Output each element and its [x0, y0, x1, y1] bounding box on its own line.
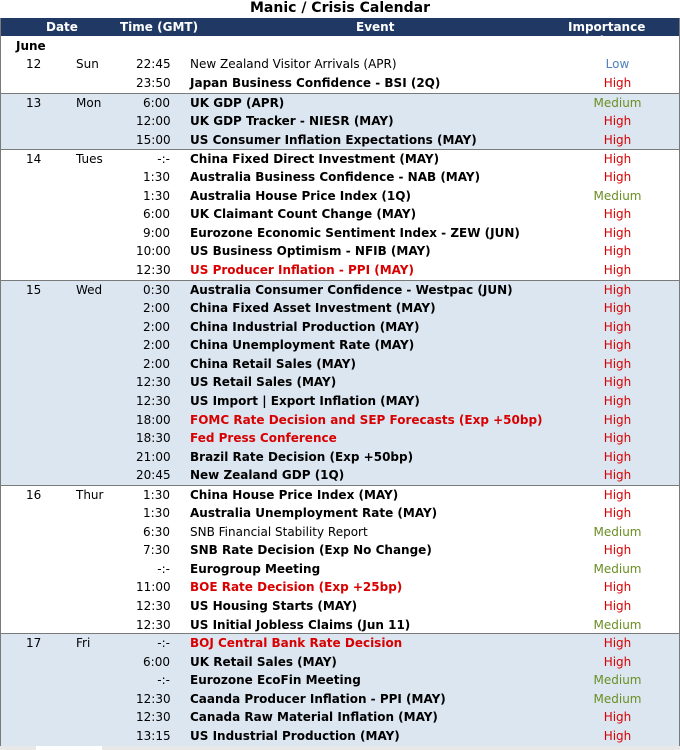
importance-cell: High	[603, 356, 632, 371]
time-cell: -:-	[157, 151, 170, 166]
time-cell: 2:00	[143, 319, 170, 334]
event-cell: BOJ Central Bank Rate Decision	[190, 636, 403, 650]
event-cell: New Zealand Visitor Arrivals (APR)	[190, 57, 397, 71]
event-cell: Eurozone Economic Sentiment Index - ZEW (JUN)	[190, 225, 520, 240]
time-cell: 22:45	[136, 57, 171, 71]
header-event: Event	[356, 20, 395, 34]
weekday-cell: Tues	[76, 151, 103, 166]
importance-cell: High	[603, 338, 632, 353]
time-cell: 2:00	[143, 356, 170, 371]
date-cell: 13	[26, 95, 42, 110]
time-cell: 13:15	[136, 728, 171, 743]
importance-cell: High	[603, 263, 632, 278]
event-cell: US Retail Sales (MAY)	[190, 375, 337, 390]
time-cell: 2:00	[143, 301, 170, 316]
importance-cell: High	[603, 75, 632, 90]
importance-cell: Medium	[593, 561, 642, 576]
importance-cell: High	[603, 225, 632, 240]
importance-cell: High	[603, 487, 632, 502]
time-cell: 18:00	[136, 412, 171, 427]
event-cell: Australia Unemployment Rate (MAY)	[190, 506, 438, 521]
event-cell: SNB Rate Decision (Exp No Change)	[190, 543, 432, 558]
time-cell: -:-	[157, 561, 170, 576]
importance-cell: High	[603, 301, 632, 316]
time-cell: 21:00	[136, 449, 171, 464]
importance-cell: High	[603, 654, 632, 669]
event-cell: New Zealand GDP (1Q)	[190, 468, 345, 483]
importance-cell: High	[603, 728, 632, 743]
event-cell: China Unemployment Rate (MAY)	[190, 338, 415, 353]
sheet-tab-strip	[0, 746, 680, 750]
importance-cell: High	[603, 431, 632, 446]
time-cell: 12:30	[136, 617, 171, 632]
time-cell: 1:30	[143, 188, 170, 203]
importance-cell: High	[603, 599, 632, 614]
event-cell: Australia Business Confidence - NAB (MAY)	[190, 170, 481, 185]
event-cell: SNB Financial Stability Report	[190, 524, 368, 539]
month-label: June	[16, 39, 46, 53]
time-cell: 12:30	[136, 375, 171, 390]
time-cell: 1:30	[143, 506, 170, 521]
time-cell: 1:30	[143, 170, 170, 185]
importance-cell: High	[603, 394, 632, 409]
event-cell: UK Retail Sales (MAY)	[190, 654, 337, 669]
weekday-cell: Mon	[76, 95, 102, 110]
weekday-cell: Wed	[76, 282, 103, 297]
importance-cell: High	[603, 319, 632, 334]
date-cell: 16	[26, 487, 42, 502]
importance-cell: High	[603, 207, 632, 222]
time-cell: 0:30	[143, 282, 170, 297]
event-cell: FOMC Rate Decision and SEP Forecasts (Exp +50bp)	[190, 412, 543, 427]
time-cell: 9:00	[143, 225, 170, 240]
time-cell: 6:00	[143, 207, 170, 222]
event-cell: Brazil Rate Decision (Exp +50bp)	[190, 449, 414, 464]
time-cell: 6:00	[143, 95, 170, 110]
date-cell: 15	[26, 282, 42, 297]
time-cell: 12:30	[136, 263, 171, 278]
calendar-title: Manic / Crisis Calendar	[250, 0, 430, 16]
importance-cell: High	[603, 506, 632, 521]
event-cell: US Industrial Production (MAY)	[190, 728, 400, 743]
importance-cell: High	[603, 244, 632, 259]
weekday-cell: Thur	[76, 487, 104, 502]
importance-cell: Low	[605, 57, 630, 71]
time-cell: 15:00	[136, 132, 171, 147]
event-cell: Eurozone EcoFin Meeting	[190, 673, 361, 688]
importance-cell: High	[603, 468, 632, 483]
event-cell: US Import | Export Inflation (MAY)	[190, 394, 420, 409]
importance-cell: High	[603, 282, 632, 297]
event-cell: US Producer Inflation - PPI (MAY)	[190, 263, 414, 278]
time-cell: 12:30	[136, 710, 171, 725]
time-cell: 12:30	[136, 691, 171, 706]
time-cell: -:-	[157, 673, 170, 688]
importance-cell: High	[603, 580, 632, 595]
event-cell: Eurogroup Meeting	[190, 561, 321, 576]
header-importance: Importance Level	[568, 20, 646, 48]
table-frame	[0, 18, 680, 747]
event-cell: China House Price Index (MAY)	[190, 487, 399, 502]
importance-cell: Medium	[593, 188, 642, 203]
event-cell: UK GDP Tracker - NIESR (MAY)	[190, 114, 394, 129]
importance-cell: Medium	[593, 673, 642, 688]
event-cell: Canada Raw Material Inflation (MAY)	[190, 710, 438, 725]
importance-cell: High	[603, 543, 632, 558]
event-cell: BOE Rate Decision (Exp +25bp)	[190, 580, 403, 595]
date-cell: 12	[26, 57, 42, 71]
time-cell: 20:45	[136, 468, 171, 483]
event-cell: UK GDP (APR)	[190, 95, 285, 110]
importance-cell: Medium	[593, 524, 642, 539]
time-cell: 23:50	[136, 75, 171, 90]
weekday-cell: Sun	[76, 57, 99, 71]
importance-cell: High	[603, 412, 632, 427]
header-time: Time (GMT)	[120, 20, 199, 34]
event-cell: China Fixed Asset Investment (MAY)	[190, 301, 436, 316]
importance-cell: High	[603, 132, 632, 147]
time-cell: 6:30	[143, 524, 170, 539]
event-cell: Japan Business Confidence - BSI (2Q)	[190, 75, 441, 90]
time-cell: 7:30	[143, 543, 170, 558]
importance-cell: High	[603, 170, 632, 185]
event-cell: UK Claimant Count Change (MAY)	[190, 207, 417, 222]
event-cell: Fed Press Conference	[190, 431, 337, 446]
date-cell: 14	[26, 151, 42, 166]
event-cell: Australia House Price Index (1Q)	[190, 188, 411, 203]
header-date: Date	[46, 20, 78, 34]
time-cell: -:-	[157, 636, 170, 650]
event-cell: China Retail Sales (MAY)	[190, 356, 356, 371]
importance-cell: Medium	[593, 691, 642, 706]
time-cell: 1:30	[143, 487, 170, 502]
time-cell: 11:00	[136, 580, 171, 595]
importance-cell: High	[603, 449, 632, 464]
time-cell: 18:30	[136, 431, 171, 446]
importance-cell: High	[603, 710, 632, 725]
time-cell: 12:30	[136, 599, 171, 614]
event-cell: US Consumer Inflation Expectations (MAY)	[190, 132, 477, 147]
event-cell: China Industrial Production (MAY)	[190, 319, 420, 334]
importance-cell: High	[603, 375, 632, 390]
event-cell: Caanda Producer Inflation - PPI (MAY)	[190, 691, 446, 706]
date-cell: 17	[26, 636, 42, 650]
importance-cell: High	[603, 151, 632, 166]
sheet-tab[interactable]	[36, 746, 102, 750]
event-cell: Australia Consumer Confidence - Westpac (JUN)	[190, 282, 513, 297]
time-cell: 6:00	[143, 654, 170, 669]
weekday-cell: Fri	[76, 636, 91, 650]
time-cell: 12:00	[136, 114, 171, 129]
importance-cell: Medium	[593, 617, 642, 632]
importance-cell: High	[603, 114, 632, 129]
importance-cell: High	[603, 636, 632, 650]
importance-cell: Medium	[593, 95, 642, 110]
event-cell: US Business Optimism - NFIB (MAY)	[190, 244, 431, 259]
event-cell: US Housing Starts (MAY)	[190, 599, 358, 614]
event-cell: China Fixed Direct Investment (MAY)	[190, 151, 440, 166]
time-cell: 10:00	[136, 244, 171, 259]
time-cell: 2:00	[143, 338, 170, 353]
event-cell: US Initial Jobless Claims (Jun 11)	[190, 617, 411, 632]
time-cell: 12:30	[136, 394, 171, 409]
